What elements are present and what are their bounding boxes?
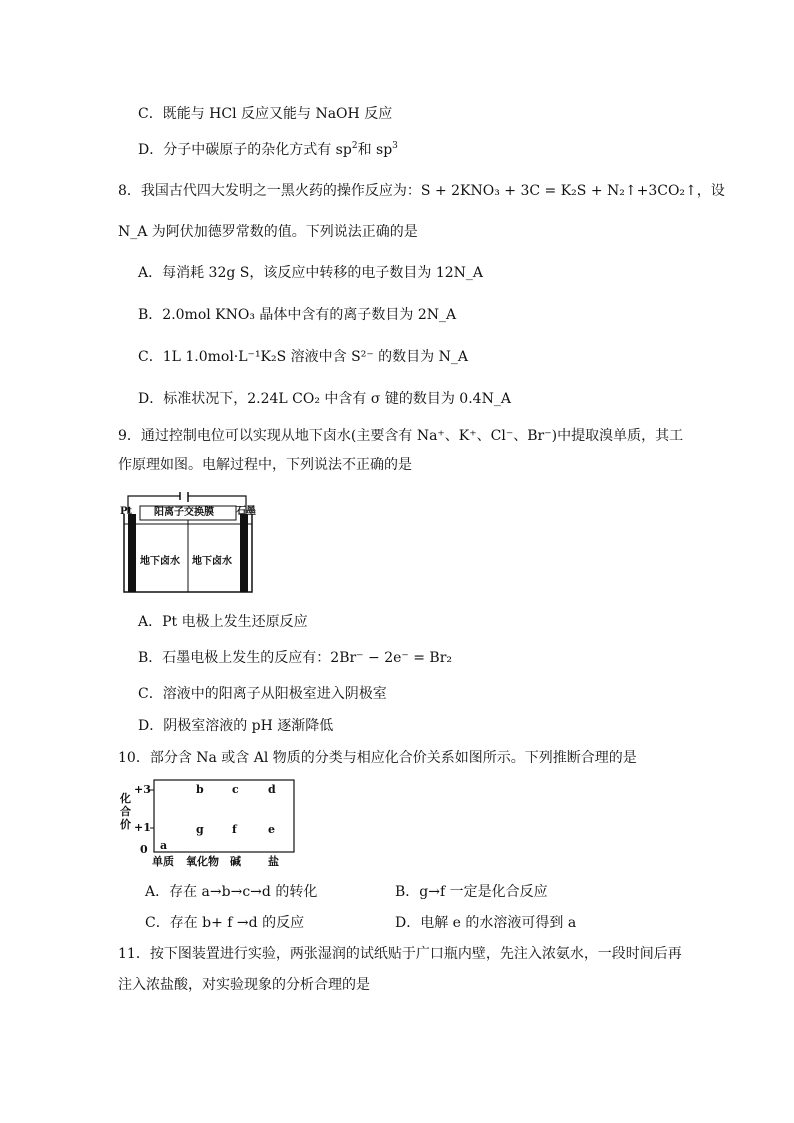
right-solution-label: 地下卤水 [192, 556, 232, 567]
q8-option-a: A．每消耗 32g S，该反应中转移的电子数目为 12N_A [138, 265, 484, 281]
point-a: a [160, 839, 168, 852]
q11-stem-line2: 注入浓盐酸，对实验现象的分析合理的是 [118, 977, 370, 993]
point-f: f [232, 823, 237, 836]
q9-option-a: A．Pt 电极上发生还原反应 [138, 614, 308, 630]
q8-stem-line1: 8．我国古代四大发明之一黑火药的操作反应为：S + 2KNO₃ + 3C = K₂S + N₂↑+3CO₂↑，设 [118, 183, 725, 199]
left-solution-label: 地下卤水 [140, 556, 180, 567]
ytick-plus3: +3 [134, 783, 151, 796]
point-e: e [268, 823, 275, 836]
q9-option-d: D．阴极室溶液的 pH 逐渐降低 [138, 718, 334, 734]
xtick-oxide: 氧化物 [186, 855, 219, 868]
q7-option-c: C．既能与 HCl 反应又能与 NaOH 反应 [138, 106, 393, 122]
point-d: d [268, 783, 276, 796]
xtick-element: 单质 [152, 855, 174, 868]
point-b: b [196, 783, 204, 796]
pt-electrode-label: Pt [120, 506, 133, 517]
q8-option-b: B．2.0mol KNO₃ 晶体中含有的离子数目为 2N_A [138, 307, 457, 323]
q8-stem-line2: N_A 为阿伏加德罗常数的值。下列说法正确的是 [118, 224, 418, 240]
point-g: g [196, 823, 204, 836]
q10-stem: 10．部分含 Na 或含 Al 物质的分类与相应化合价关系如图所示。下列推断合理的是 [118, 750, 637, 766]
ytick-zero: 0 [140, 843, 148, 856]
valence-chart-figure [118, 778, 298, 870]
q10-option-d: D．电解 e 的水溶液可得到 a [395, 915, 577, 931]
q10-option-a: A．存在 a→b→c→d 的转化 [145, 884, 318, 900]
electrolysis-cell-figure [118, 492, 258, 594]
ytick-plus1: +1 [134, 821, 151, 834]
q10-option-b: B．g→f 一定是化合反应 [395, 884, 548, 900]
point-c: c [232, 783, 239, 796]
q11-stem-line1: 11．按下图装置进行实验，两张湿润的试纸贴于广口瓶内壁，先注入浓氨水，一段时间后再 [118, 946, 682, 962]
q8-option-d: D．标准状况下，2.24L CO₂ 中含有 σ 键的数目为 0.4N_A [138, 391, 511, 407]
q9-stem-line2: 作原理如图。电解过程中，下列说法不正确的是 [118, 457, 412, 473]
valence-axis-label: 化合价 [120, 792, 131, 831]
membrane-label: 阳离子交换膜 [154, 507, 214, 518]
q9-option-b: B．石墨电极上发生的反应有：2Br⁻ − 2e⁻ = Br₂ [138, 650, 453, 666]
q7-option-d: D．分子中碳原子的杂化方式有 $sp^2$和 $sp^3$ [138, 141, 398, 158]
xtick-salt: 盐 [268, 855, 279, 868]
q9-option-c: C．溶液中的阳离子从阳极室进入阴极室 [138, 686, 387, 702]
q10-option-c: C．存在 b+ f →d 的反应 [145, 915, 305, 931]
q8-option-c: C．1L 1.0mol·L⁻¹K₂S 溶液中含 S²⁻ 的数目为 N_A [138, 349, 468, 365]
q9-stem-line1: 9．通过控制电位可以实现从地下卤水(主要含有 Na⁺、K⁺、Cl⁻、Br⁻)中提取溴单质，其工 [118, 428, 684, 444]
graphite-electrode-label: 石墨 [236, 506, 256, 517]
xtick-base: 碱 [230, 855, 241, 868]
